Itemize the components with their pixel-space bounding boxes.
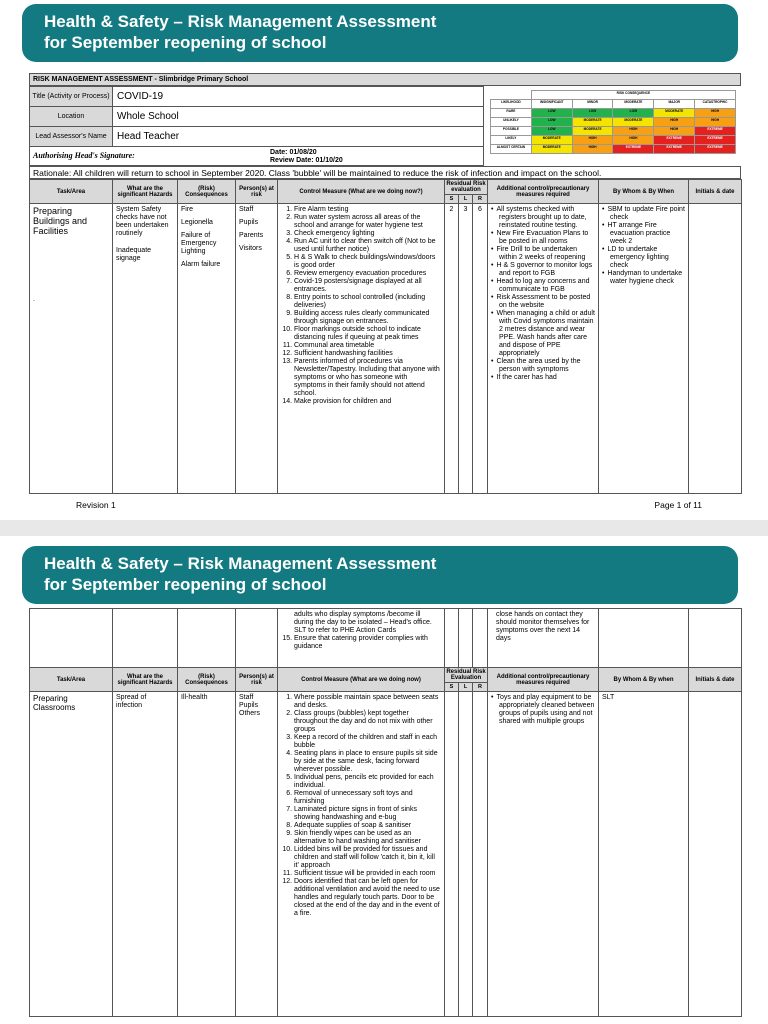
meta-value: Head Teacher — [113, 127, 484, 147]
residual-s: 2 — [445, 204, 459, 494]
col-initials: Initials & date — [689, 180, 742, 204]
matrix-cell: EXTREME — [654, 145, 695, 154]
authorising-row — [29, 146, 484, 166]
consequences-cell — [178, 692, 236, 1017]
meta-row — [30, 87, 484, 107]
matrix-cell: EXTREME — [654, 136, 695, 145]
table-header-row — [30, 668, 742, 683]
control-item: 8. Adequate supplies of soap & sanitiser — [294, 822, 441, 830]
control-item: 4. Seating plans in place to ensure pupils sit side by side at the same desk, facing forward wherever possible. — [294, 750, 441, 774]
consequences-cell — [178, 204, 236, 494]
col-s: S — [445, 683, 459, 692]
meta-label: Lead Assessor's Name — [30, 127, 113, 147]
hazards-cell — [113, 204, 178, 494]
by-whom-cell — [599, 692, 689, 1017]
control-item: 3. Check emergency lighting — [294, 230, 441, 238]
control-list — [281, 206, 441, 406]
task-label: Preparing Classrooms — [33, 694, 76, 712]
matrix-cell: EXTREME — [695, 136, 736, 145]
additional-cell — [488, 692, 599, 1017]
control-item: 6. Review emergency evacuation procedures — [294, 270, 441, 278]
matrix-col-label: MINOR — [572, 100, 613, 109]
meta-row — [30, 107, 484, 127]
banner-title-line2: for September reopening of school — [44, 575, 327, 594]
control-item: 11. Communal area timetable — [294, 342, 441, 350]
person-item: Parents — [239, 232, 264, 239]
risk-table — [29, 179, 742, 494]
control-item: 12. Doors identified that can be left open for additional ventilation and avoid the need to use handles and regularly touch parts. Door to be closed at the end of the day and in the event of a fire. — [294, 878, 441, 918]
hazard-item: System Safety checks have not been undertaken routinely — [116, 206, 169, 237]
task-dot: . — [33, 296, 35, 303]
persons-cell — [236, 204, 278, 494]
matrix-corner — [491, 91, 532, 100]
consequence-item: Failure of Emergency Lighting — [181, 232, 217, 255]
task-cell — [30, 204, 113, 494]
control-item: 10. Lidded bins will be provided for tissues and children and staff will follow 'catch it, bin it, kill it' approach — [294, 846, 441, 870]
page-number: Page 1 of 11 — [654, 500, 702, 510]
banner-title-line1: Health & Safety – Risk Management Assessment — [44, 12, 437, 31]
consequences-cell — [178, 609, 236, 668]
matrix-col-label: LIKELIHOOD — [491, 100, 532, 109]
additional-list — [491, 206, 595, 382]
matrix-col-label: MAJOR — [654, 100, 695, 109]
meta-label: Location — [30, 107, 113, 127]
matrix-header: RISK CONSEQUENCE — [531, 91, 735, 100]
authorising-signature-label: Authorising Head's Signature: — [33, 151, 135, 160]
table-row — [30, 692, 742, 1017]
matrix-cell: EXTREME — [695, 127, 736, 136]
matrix-cell: HIGH — [613, 136, 654, 145]
initials-cell — [689, 609, 742, 668]
control-item: 1. Fire Alarm testing — [294, 206, 441, 214]
matrix-row-label: LIKELY — [491, 136, 532, 145]
matrix-cell: HIGH — [613, 127, 654, 136]
col-persons: Person(s) at risk — [236, 668, 278, 692]
col-l: L — [459, 195, 473, 204]
col-residual: Residual Risk Evaluation — [446, 669, 486, 681]
matrix-cell: MODERATE — [572, 118, 613, 127]
matrix-cell: LOW — [531, 127, 572, 136]
meta-row — [30, 127, 484, 147]
col-control: Control Measure (What are we doing now?) — [278, 180, 445, 204]
matrix-cell: EXTREME — [695, 145, 736, 154]
control-item: 11. Sufficient tissue will be provided in each room — [294, 870, 441, 878]
residual-s — [445, 692, 459, 1017]
person-item: Staff — [239, 694, 254, 701]
matrix-row-label: RARE — [491, 109, 532, 118]
residual-l — [459, 692, 473, 1017]
col-by-whom: By Whom & By When — [599, 180, 689, 204]
col-consequences: (Risk) Consequences — [178, 668, 236, 692]
matrix-col-label: MODERATE — [613, 100, 654, 109]
additional-item: • New Fire Evacuation Plans to be posted in all rooms — [499, 230, 595, 246]
residual-r — [473, 692, 488, 1017]
control-item: 10. Floor markings outside school to indicate distancing rules if queuing at peak times — [294, 326, 441, 342]
control-list — [281, 635, 441, 651]
task-label: Preparing Buildings and Facilities — [33, 206, 88, 236]
col-hazards: What are the significant Hazards — [113, 668, 178, 692]
page-banner — [22, 546, 738, 604]
meta-value: COVID-19 — [113, 87, 484, 107]
matrix-cell: HIGH — [572, 145, 613, 154]
additional-cell — [488, 204, 599, 494]
by-whom-item: • Handyman to undertake water hygiene check — [610, 270, 685, 286]
control-item: 1. Where possible maintain space between seats and desks. — [294, 694, 441, 710]
control-item: 6. Removal of unnecessary soft toys and furnishing — [294, 790, 441, 806]
col-r: R — [473, 195, 488, 204]
matrix-cell: HIGH — [572, 136, 613, 145]
control-item: 13. Parents informed of procedures via Newsletter/Tapestry. Including that anyone with symptoms or who has someone with symptoms in their family should not attend school. — [294, 358, 441, 398]
assessment-meta-table — [29, 86, 484, 147]
col-persons: Person(s) at risk — [236, 180, 278, 204]
hazards-cell — [113, 692, 178, 1017]
assessment-heading: RISK MANAGEMENT ASSESSMENT - Slimbridge Primary School — [29, 73, 741, 86]
additional-item: • Clean the area used by the person with symptoms — [499, 358, 595, 374]
rationale-text: Rationale: All children will return to school in September 2020. Class 'bubble' will be maintained to reduce the risk of infection and impact on the school. — [29, 166, 741, 179]
control-item: 4. Run AC unit to clear then switch off (Not to be used until further notice) — [294, 238, 441, 254]
person-item: Pupils — [239, 702, 259, 709]
matrix-row-label: UNLIKELY — [491, 118, 532, 127]
assessment-date: Date: 01/08/20 — [270, 149, 317, 156]
hazard-item: Inadequate signage — [116, 247, 152, 262]
by-whom-item: • SBM to update Fire point check — [610, 206, 685, 222]
additional-item: • H & S governor to monitor logs and report to FGB — [499, 262, 595, 278]
control-item: 3. Keep a record of the children and staff in each bubble — [294, 734, 441, 750]
additional-item: • All systems checked with registers brought up to date, reinstated routine testing. — [499, 206, 595, 230]
residual-l — [459, 609, 473, 668]
matrix-col-label: INSIGNIFICANT — [531, 100, 572, 109]
by-whom-item: • HT arrange Fire evacuation practice week 2 — [610, 222, 685, 246]
col-task: Task/Area — [30, 668, 113, 692]
by-whom-item: • LD to undertake emergency lighting check — [610, 246, 685, 270]
hazards-cell — [113, 609, 178, 668]
control-item: 15. Ensure that catering provider complies with guidance — [294, 635, 441, 651]
control-item: 5. H & S Walk to check buildings/windows/doors is good order — [294, 254, 441, 270]
matrix-cell: LOW — [531, 109, 572, 118]
review-date: Review Date: 01/10/20 — [270, 157, 343, 164]
col-r: R — [473, 683, 488, 692]
col-initials: Initials & date — [689, 668, 742, 692]
additional-item: • Fire Drill to be undertaken within 2 weeks of reopening — [499, 246, 595, 262]
col-hazards: What are the significant Hazards — [113, 180, 178, 204]
col-task: Task/Area — [30, 180, 113, 204]
meta-label: Title (Activity or Process) — [30, 87, 113, 107]
consequence-item: Legionella — [181, 219, 213, 226]
residual-r — [473, 609, 488, 668]
control-item: 7. Covid-19 posters/signage displayed at all entrances. — [294, 278, 441, 294]
additional-item: • Head to log any concerns and communicate to FGB — [499, 278, 595, 294]
control-cell — [278, 692, 445, 1017]
task-cell — [30, 609, 113, 668]
additional-item: • Toys and play equipment to be appropriately cleaned between groups of pupils using and not shared with multiple groups — [499, 694, 595, 726]
col-control: Control Measure (What are we doing now) — [278, 668, 445, 692]
control-list — [281, 694, 441, 918]
banner-title-line2: for September reopening of school — [44, 33, 327, 52]
residual-l: 3 — [459, 204, 473, 494]
by-whom-list — [602, 206, 685, 286]
additional-item: • When managing a child or adult with Covid symptoms maintain 2 metres distance and wear PPE. Wash hands after care and dispose of PPE appropriately — [499, 310, 595, 358]
assessment-dates — [270, 149, 343, 165]
matrix-cell: HIGH — [654, 127, 695, 136]
by-whom-cell — [599, 609, 689, 668]
page-banner — [22, 4, 738, 62]
matrix-cell: MODERATE — [572, 127, 613, 136]
additional-continued-text: close hands on contact they should monitor themselves for symptoms over the next 14 days — [496, 611, 590, 642]
matrix-row-label: POSSIBLE — [491, 127, 532, 136]
additional-item: • If the carer has had — [499, 374, 595, 382]
risk-matrix — [490, 90, 736, 154]
residual-s — [445, 609, 459, 668]
control-item: 2. Run water system across all areas of the school and arrange for water hygiene test — [294, 214, 441, 230]
table-row — [30, 609, 742, 668]
table-header-row — [30, 180, 742, 195]
residual-r: 6 — [473, 204, 488, 494]
col-s: S — [445, 195, 459, 204]
consequence-item: Ill-health — [181, 694, 208, 701]
consequence-item: Alarm failure — [181, 261, 221, 268]
col-residual: Residual Risk evaluation — [446, 181, 486, 193]
control-cell — [278, 204, 445, 494]
control-item: 9. Skin friendly wipes can be used as an alternative to hand washing and sanitiser — [294, 830, 441, 846]
col-by-whom: By Whom & By when — [599, 668, 689, 692]
control-item: 2. Class groups (bubbles) kept together throughout the day and do not mix with other groups — [294, 710, 441, 734]
initials-cell — [689, 204, 742, 494]
matrix-cell: MODERATE — [531, 145, 572, 154]
additional-cell — [488, 609, 599, 668]
by-whom-cell — [599, 204, 689, 494]
matrix-cell: MODERATE — [613, 118, 654, 127]
col-l: L — [459, 683, 473, 692]
control-item: 14. Make provision for children and — [294, 398, 441, 406]
person-item: Visitors — [239, 245, 262, 252]
col-additional: Additional control/precautionary measures required — [488, 668, 599, 692]
persons-cell — [236, 692, 278, 1017]
table-row — [30, 204, 742, 494]
control-item: 8. Entry points to school controlled (including deliveries) — [294, 294, 441, 310]
matrix-cell: MODERATE — [531, 136, 572, 145]
task-cell — [30, 692, 113, 1017]
matrix-cell: LOW — [572, 109, 613, 118]
matrix-cell: HIGH — [695, 118, 736, 127]
risk-table-continuation — [29, 608, 742, 668]
control-item: 5. Individual pens, pencils etc provided for each individual. — [294, 774, 441, 790]
person-item: Staff — [239, 206, 254, 213]
control-item: 12. Sufficient handwashing facilities — [294, 350, 441, 358]
matrix-cell: LOW — [613, 109, 654, 118]
meta-value: Whole School — [113, 107, 484, 127]
hazard-item: Spread of infection — [116, 694, 147, 709]
control-item: 7. Laminated picture signs in front of sinks showing handwashing and e-bug — [294, 806, 441, 822]
by-whom-item: SLT — [602, 694, 615, 701]
matrix-cell: LOW — [531, 118, 572, 127]
initials-cell — [689, 692, 742, 1017]
person-item: Others — [239, 710, 261, 717]
additional-list — [491, 694, 595, 726]
col-consequences: (Risk) Consequences — [178, 180, 236, 204]
matrix-cell: MODERATE — [654, 109, 695, 118]
matrix-cell: HIGH — [695, 109, 736, 118]
matrix-row-label: ALMOST CERTAIN — [491, 145, 532, 154]
revision-label: Revision 1 — [76, 500, 116, 510]
risk-table-page-2 — [29, 667, 742, 1017]
consequence-item: Fire — [181, 206, 194, 213]
matrix-cell: EXTREME — [613, 145, 654, 154]
additional-item: • Risk Assessment to be posted on the website — [499, 294, 595, 310]
banner-title-line1: Health & Safety – Risk Management Assessment — [44, 554, 437, 573]
person-item: Pupils — [239, 219, 259, 226]
control-cell — [278, 609, 445, 668]
persons-cell — [236, 609, 278, 668]
matrix-col-label: CATASTROPHIC — [695, 100, 736, 109]
matrix-cell: HIGH — [654, 118, 695, 127]
control-continued-text: adults who display symptoms /become ill during the day to be isolated – Head's office. SLT to refer to PHE Action Cards — [294, 611, 432, 634]
col-additional: Additional control/precautionary measures required — [488, 180, 599, 204]
control-item: 9. Building access rules clearly communicated through signage on entrances. — [294, 310, 441, 326]
